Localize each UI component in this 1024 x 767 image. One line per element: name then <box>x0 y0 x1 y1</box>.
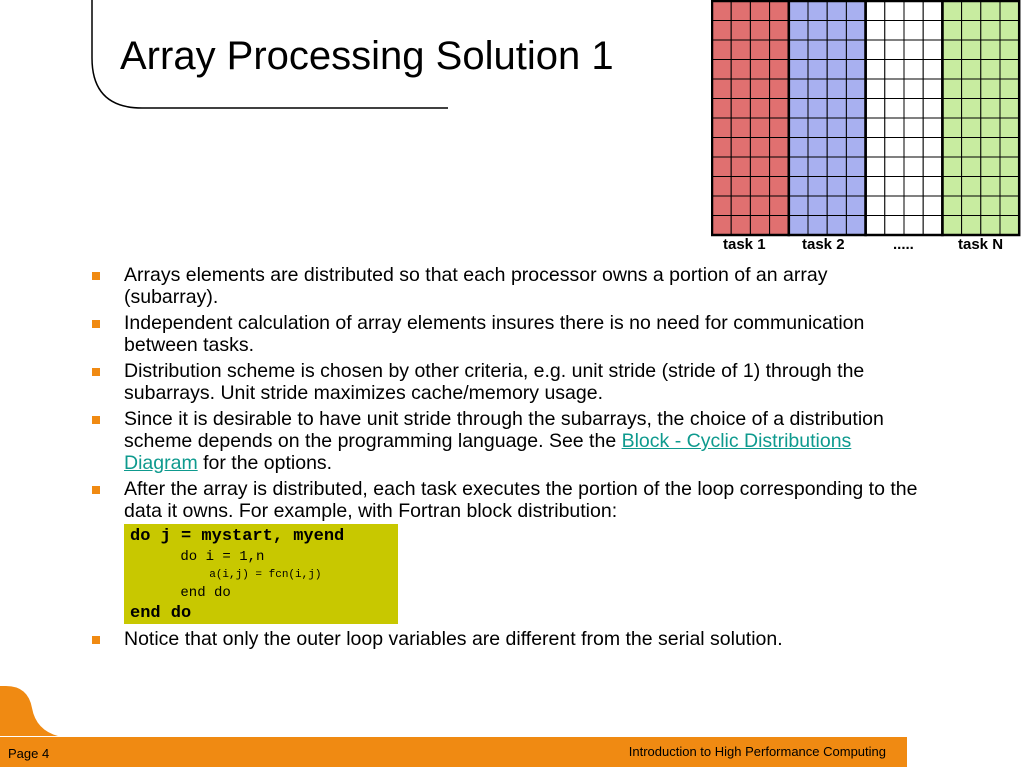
grid-cell <box>750 99 769 119</box>
grid-cell <box>904 21 923 41</box>
grid-cell <box>981 21 1000 41</box>
grid-cell <box>789 216 808 236</box>
grid-cell <box>942 138 961 158</box>
code-line: do j = mystart, myend <box>130 527 345 546</box>
grid-cell <box>750 157 769 177</box>
grid-cell <box>770 138 789 158</box>
bullet-marker <box>92 320 100 328</box>
grid-cell <box>942 40 961 60</box>
grid-cell <box>885 79 904 99</box>
grid-cell <box>731 40 750 60</box>
bullet-text: Independent calculation of array elements insures there is no need for communication between tasks. <box>124 312 865 356</box>
slide-title: Array Processing Solution 1 <box>120 34 614 78</box>
grid-cell <box>827 60 846 80</box>
grid-cell <box>808 138 827 158</box>
grid-cell <box>789 60 808 80</box>
grid-cell <box>808 79 827 99</box>
grid-cell <box>846 99 865 119</box>
grid-cell <box>981 1 1000 21</box>
grid-cell <box>904 196 923 216</box>
grid-cell <box>808 157 827 177</box>
grid-cell <box>904 79 923 99</box>
grid-cell <box>789 1 808 21</box>
grid-cell <box>942 196 961 216</box>
grid-cell <box>750 138 769 158</box>
grid-cell <box>866 40 885 60</box>
grid-cell <box>1000 138 1019 158</box>
grid-cell <box>981 216 1000 236</box>
grid-cell <box>750 196 769 216</box>
grid-cell <box>770 196 789 216</box>
grid-cell <box>923 118 942 138</box>
grid-cell <box>1000 177 1019 197</box>
bullet-marker <box>92 416 100 424</box>
grid-cell <box>827 216 846 236</box>
grid-cell <box>731 79 750 99</box>
bullet-marker <box>92 486 100 494</box>
bullet-list <box>90 264 920 654</box>
grid-cell <box>808 1 827 21</box>
grid-cell <box>731 118 750 138</box>
grid-cell <box>885 196 904 216</box>
grid-cell <box>731 60 750 80</box>
grid-cell <box>962 21 981 41</box>
grid-cell <box>770 79 789 99</box>
grid-cell <box>981 79 1000 99</box>
grid-cell <box>770 40 789 60</box>
grid-cell <box>789 196 808 216</box>
grid-cell <box>846 196 865 216</box>
grid-cell <box>846 40 865 60</box>
grid-cell <box>770 157 789 177</box>
code-line: a(i,j) = fcn(i,j) <box>130 569 322 581</box>
grid-cell <box>827 40 846 60</box>
grid-cell <box>827 99 846 119</box>
bullet-item <box>90 628 920 650</box>
grid-cell <box>981 157 1000 177</box>
page-number: Page 4 <box>8 746 50 761</box>
grid-cell <box>827 79 846 99</box>
grid-cell <box>962 216 981 236</box>
code-line: do i = 1,n <box>130 549 265 565</box>
grid-cell <box>885 177 904 197</box>
grid-cell <box>904 118 923 138</box>
grid-cell <box>846 118 865 138</box>
grid-cell <box>885 216 904 236</box>
grid-cell <box>923 138 942 158</box>
grid-cell <box>712 138 731 158</box>
grid-cell <box>866 118 885 138</box>
grid-cell <box>808 118 827 138</box>
grid-cell <box>712 216 731 236</box>
bullet-text: Arrays elements are distributed so that each processor owns a portion of an array (subarray). <box>124 264 828 308</box>
grid-cell <box>808 60 827 80</box>
grid-cell <box>1000 1 1019 21</box>
grid-cell <box>846 157 865 177</box>
grid-cell <box>923 99 942 119</box>
grid-cell <box>808 196 827 216</box>
grid-cell <box>942 60 961 80</box>
grid-cell <box>942 99 961 119</box>
grid-cell <box>866 216 885 236</box>
grid-cell <box>962 118 981 138</box>
grid-cell <box>846 1 865 21</box>
grid-cell <box>1000 196 1019 216</box>
grid-cell <box>962 157 981 177</box>
grid-cell <box>846 21 865 41</box>
grid-cell <box>731 1 750 21</box>
task-label-ellipsis: ..... <box>893 236 914 253</box>
grid-cell <box>866 1 885 21</box>
grid-cell <box>904 216 923 236</box>
grid-cell <box>827 21 846 41</box>
grid-cell <box>827 196 846 216</box>
grid-cell <box>770 99 789 119</box>
grid-cell <box>962 99 981 119</box>
grid-cell <box>846 79 865 99</box>
grid-cell <box>731 99 750 119</box>
grid-cell <box>712 79 731 99</box>
grid-cell <box>770 216 789 236</box>
grid-cell <box>712 60 731 80</box>
grid-cell <box>1000 79 1019 99</box>
grid-cell <box>885 1 904 21</box>
bullet-marker <box>92 636 100 644</box>
task-label-n: task N <box>958 236 1004 253</box>
grid-cell <box>808 177 827 197</box>
grid-cell <box>770 1 789 21</box>
grid-cell <box>904 40 923 60</box>
footer-title: Introduction to High Performance Computing <box>628 744 886 759</box>
grid-cell <box>808 99 827 119</box>
grid-cell <box>904 99 923 119</box>
grid-cell <box>942 79 961 99</box>
grid-cell <box>731 157 750 177</box>
grid-cell <box>866 79 885 99</box>
grid-cell <box>846 216 865 236</box>
grid-cell <box>808 21 827 41</box>
grid-cell <box>846 60 865 80</box>
grid-cell <box>731 138 750 158</box>
bullet-marker <box>92 368 100 376</box>
bullet-text: After the array is distributed, each task executes the portion of the loop corresponding to the data it owns. For example, with Fortran block distribution: <box>124 478 918 522</box>
grid-cell <box>789 118 808 138</box>
grid-cell <box>750 60 769 80</box>
grid-cell <box>827 138 846 158</box>
grid-cell <box>750 1 769 21</box>
grid-cell <box>866 21 885 41</box>
grid-cell <box>923 60 942 80</box>
code-block <box>124 524 398 624</box>
grid-cell <box>827 157 846 177</box>
grid-cell <box>981 196 1000 216</box>
grid-cell <box>942 1 961 21</box>
grid-cell <box>904 177 923 197</box>
grid-cell <box>866 177 885 197</box>
grid-cell <box>789 157 808 177</box>
grid-cell <box>750 118 769 138</box>
grid-cell <box>923 1 942 21</box>
grid-cell <box>885 21 904 41</box>
grid-cell <box>942 177 961 197</box>
grid-cell <box>750 40 769 60</box>
grid-cell <box>1000 216 1019 236</box>
grid-cell <box>866 157 885 177</box>
bullet-text: Distribution scheme is chosen by other criteria, e.g. unit stride (stride of 1) through the subarrays. Unit stride maximizes cache/memory usage. <box>124 360 865 404</box>
grid-cell <box>866 99 885 119</box>
block-cyclic-diagram-link[interactable]: Block - Cyclic Distributions Diagram <box>124 430 852 474</box>
grid-cell <box>962 177 981 197</box>
bullet-item <box>90 478 920 624</box>
grid-cell <box>1000 40 1019 60</box>
grid-cell <box>1000 21 1019 41</box>
grid-cell <box>904 1 923 21</box>
grid-cell <box>866 196 885 216</box>
grid-cell <box>942 157 961 177</box>
grid-cell <box>731 21 750 41</box>
grid-cell <box>789 99 808 119</box>
grid-cell <box>962 40 981 60</box>
grid-cell <box>923 40 942 60</box>
grid-cell <box>846 138 865 158</box>
grid-cell <box>770 60 789 80</box>
grid-cell <box>981 99 1000 119</box>
grid-cell <box>885 99 904 119</box>
code-line: end do <box>130 604 192 623</box>
grid-cell <box>962 138 981 158</box>
grid-cell <box>981 138 1000 158</box>
grid-cell <box>962 196 981 216</box>
grid-cell <box>712 40 731 60</box>
grid-cell <box>981 60 1000 80</box>
grid-cell <box>789 177 808 197</box>
grid-cell <box>962 1 981 21</box>
grid-cell <box>750 21 769 41</box>
grid-cell <box>885 40 904 60</box>
bullet-text: Since it is desirable to have unit stride through the subarrays, the choice of a distribution scheme depends on the programming language. See the <box>124 408 884 452</box>
code-line: end do <box>130 585 231 601</box>
grid-cell <box>942 216 961 236</box>
task-label-1: task 1 <box>723 236 766 253</box>
grid-cell <box>789 40 808 60</box>
grid-cell <box>981 40 1000 60</box>
grid-cell <box>962 79 981 99</box>
task-label-2: task 2 <box>802 236 845 253</box>
grid-cell <box>750 79 769 99</box>
grid-cell <box>827 177 846 197</box>
footer-corner-curve <box>0 686 58 736</box>
grid-cell <box>885 138 904 158</box>
grid-cell <box>789 138 808 158</box>
grid-cell <box>981 118 1000 138</box>
grid-cell <box>827 1 846 21</box>
grid-cell <box>750 177 769 197</box>
grid-cell <box>846 177 865 197</box>
grid-cell <box>770 177 789 197</box>
grid-cell <box>923 177 942 197</box>
bullet-item <box>90 264 920 308</box>
grid-cell <box>731 177 750 197</box>
grid-cell <box>885 157 904 177</box>
grid-cell <box>808 40 827 60</box>
grid-cell <box>942 118 961 138</box>
grid-cell <box>885 118 904 138</box>
bullet-item <box>90 360 920 404</box>
grid-cell <box>981 177 1000 197</box>
grid-cell <box>866 138 885 158</box>
grid-cell <box>923 196 942 216</box>
grid-cell <box>827 118 846 138</box>
grid-cell <box>731 196 750 216</box>
grid-cell <box>808 216 827 236</box>
grid-cell <box>1000 157 1019 177</box>
grid-cell <box>942 21 961 41</box>
grid-cell <box>712 157 731 177</box>
grid-cell <box>904 60 923 80</box>
bullet-text: for the options. <box>197 452 333 474</box>
grid-cell <box>770 21 789 41</box>
block-distribution-grid <box>711 0 1021 237</box>
grid-cell <box>923 21 942 41</box>
grid-cell <box>712 99 731 119</box>
grid-cell <box>712 196 731 216</box>
bullet-text: Notice that only the outer loop variables are different from the serial solution. <box>124 628 783 650</box>
grid-cell <box>712 118 731 138</box>
grid-cell <box>1000 99 1019 119</box>
grid-cell <box>750 216 769 236</box>
grid-cell <box>923 216 942 236</box>
grid-cell <box>962 60 981 80</box>
bullet-item <box>90 312 920 356</box>
grid-cell <box>1000 60 1019 80</box>
grid-cell <box>712 1 731 21</box>
grid-cell <box>923 79 942 99</box>
bullet-item <box>90 408 920 474</box>
grid-cell <box>731 216 750 236</box>
grid-cell <box>712 21 731 41</box>
grid-cell <box>789 79 808 99</box>
grid-cell <box>923 157 942 177</box>
grid-cell <box>904 138 923 158</box>
grid-cell <box>885 60 904 80</box>
grid-cell <box>1000 118 1019 138</box>
grid-cell <box>770 118 789 138</box>
grid-cell <box>712 177 731 197</box>
grid-cell <box>866 60 885 80</box>
grid-cell <box>904 157 923 177</box>
grid-cell <box>789 21 808 41</box>
bullet-marker <box>92 272 100 280</box>
